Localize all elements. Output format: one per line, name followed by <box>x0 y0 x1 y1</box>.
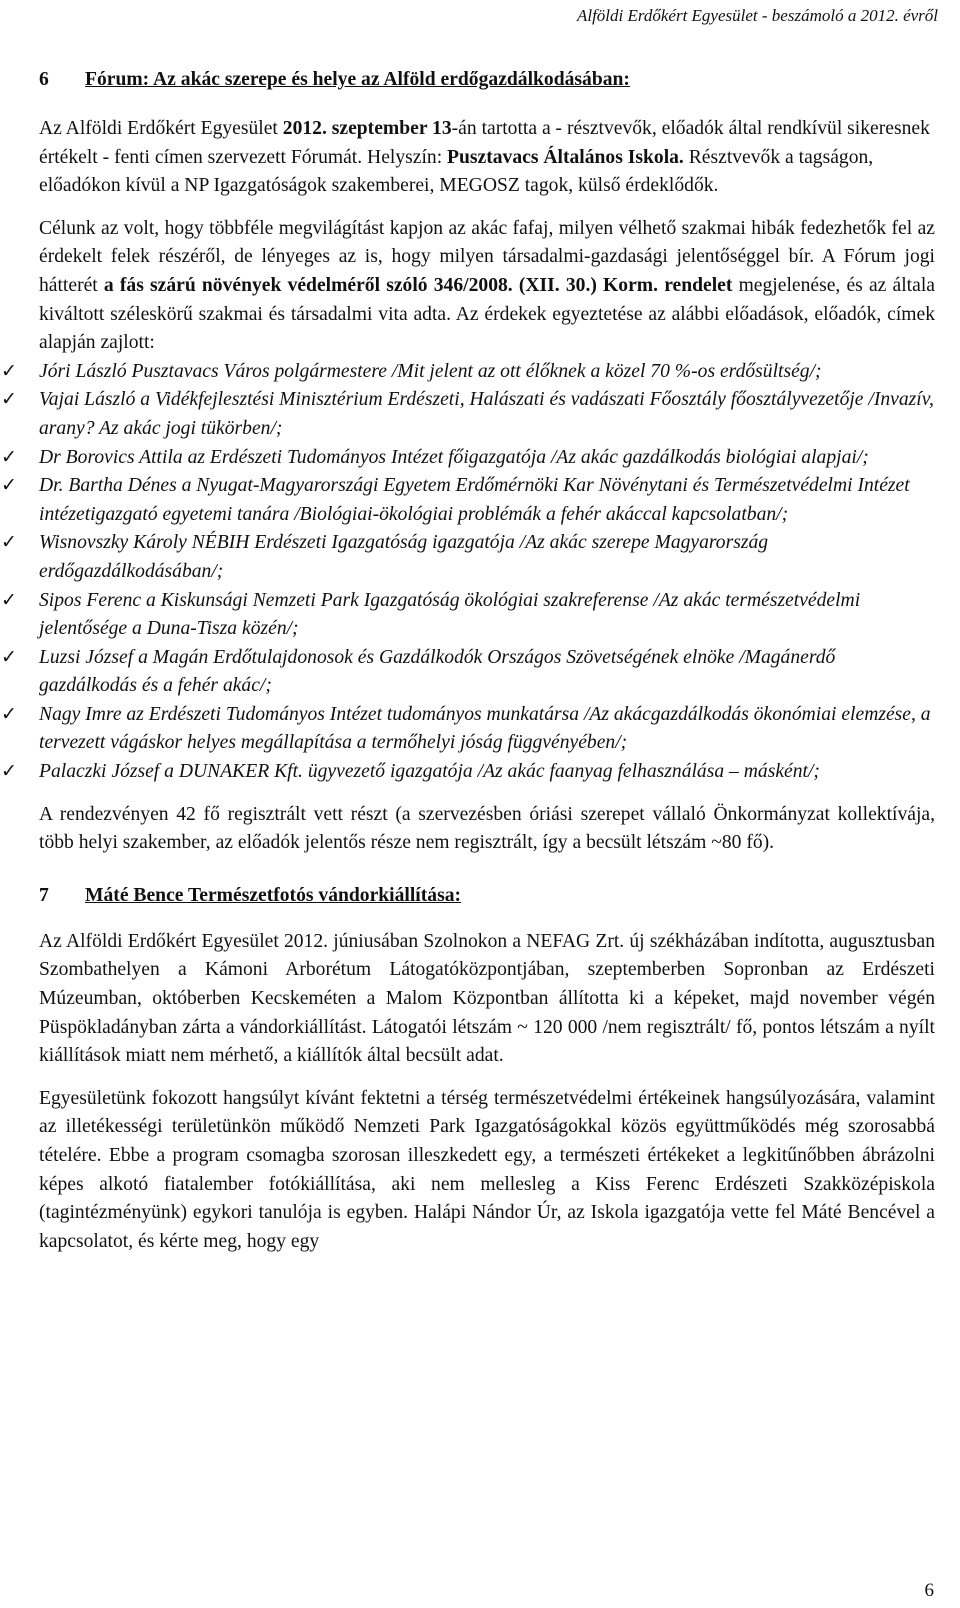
list-item: ✓ Jóri László Pusztavacs Város polgármestere /Mit jelent az ott élőknek a közel 70 %-os erdősültség/; <box>39 358 935 387</box>
document-body <box>1 66 935 1256</box>
list-item: ✓ Vajai László a Vidékfejlesztési Minisztérium Erdészeti, Halászati és vadászati Főosztály főosztályvezetője /Invazív, arany? Az akác jogi tükörben/; <box>39 386 935 443</box>
section-number: 6 <box>39 69 49 90</box>
list-item: ✓ Dr. Bartha Dénes a Nyugat-Magyarországi Egyetem Erdőmérnöki Kar Növénytani és Természetvédelmi Intézet intézetigazgató egyetemi tanára /Biológiai-ökológiai problémák a fehér akáccal kapcsolatban/; <box>39 472 935 529</box>
section-title: Máté Bence Természetfotós vándorkiállítása: <box>85 884 462 906</box>
checkmark-icon: ✓ <box>1 646 17 668</box>
checkmark-icon: ✓ <box>1 532 17 554</box>
checkmark-icon: ✓ <box>1 761 17 783</box>
section-6-intro-paragraph: Az Alföldi Erdőkért Egyesület 2012. szeptember 13-án tartotta a - résztvevők, előadók által rendkívül sikeresnek értékelt - fenti címen szervezett Fórumát. Helyszín: Pusztavacs Általános Iskola. Résztvevők a tagságon, előadókon kívül a NP Igazgatóságok szakemberei, MEGOSZ tagok, külső érdeklődők. <box>39 118 930 197</box>
checkmark-icon: ✓ <box>1 589 17 611</box>
section-6-heading <box>39 66 935 94</box>
section-7-heading <box>39 882 935 910</box>
checkmark-icon: ✓ <box>1 446 17 468</box>
list-item: ✓ Luzsi József a Magán Erdőtulajdonosok és Gazdálkodók Országos Szövetségének elnöke /Magánerdő gazdálkodás és a fehér akác/; <box>39 644 935 701</box>
section-7-exhibition-paragraph: Az Alföldi Erdőkért Egyesület 2012. júniusában Szolnokon a NEFAG Zrt. új székházában indította, augusztusban Szombathelyen a Kámoni Arborétum Látogatóközpontjában, szeptemberben Sopronban az Erdészeti Múzeumban, októberben Kecskeméten a Malom Központban állította ki a képeket, majd november végén Püspökladányban zárta a vándorkiállítást. Látogatói létszám ~ 120 000 /nem regisztrált/ fő, pontos létszám a nyílt kiállítások miatt nem mérhető, a kiállítók által becsült adat. <box>39 930 935 1067</box>
list-item: ✓ Nagy Imre az Erdészeti Tudományos Intézet tudományos munkatársa /Az akácgazdálkodás ökonómiai elemzése, a tervezett vágáskor helyes megállapítása a termőhelyi jóság függvényében/; <box>39 701 935 758</box>
section-6-goal-paragraph: Célunk az volt, hogy többféle megvilágítást kapjon az akác fafaj, milyen vélhető szakmai hibák fedezhetők fel az érdekelt felek részéről, de lényeges az is, hogy milyen társadalmi-gazdasági jelentőséggel bír. A Fórum jogi hátterét a fás szárú növények védelméről szóló 346/2008. (XII. 30.) Korm. rendelet megjelenése, és az általa kiváltott széleskörű szakmai és társadalmi vita adta. Az érdekek egyeztetése az alábbi előadások, előadók, címek alapján zajlott: <box>39 217 935 354</box>
section-6-summary-paragraph: A rendezvényen 42 fő regisztrált vett részt (a szervezésben óriási szerepet vállaló Önkormányzat kollektívája, több helyi szakember, az előadók jelentős része nem regisztrált, így a becsült létszám ~80 fő). <box>39 803 935 854</box>
checkmark-icon: ✓ <box>1 389 17 411</box>
checkmark-icon: ✓ <box>1 475 17 497</box>
page-number: 6 <box>924 1580 934 1601</box>
running-header: Alföldi Erdőkért Egyesület - beszámoló a 2012. évről <box>576 6 938 25</box>
checkmark-icon: ✓ <box>1 703 17 725</box>
list-item: ✓ Dr Borovics Attila az Erdészeti Tudományos Intézet főigazgatója /Az akác gazdálkodás biológiai alapjai/; <box>39 444 935 473</box>
list-item: ✓ Sipos Ferenc a Kiskunsági Nemzeti Park Igazgatóság ökológiai szakreferense /Az akác természetvédelmi jelentősége a Duna-Tisza közén/; <box>39 587 935 644</box>
list-item: ✓ Wisnovszky Károly NÉBIH Erdészeti Igazgatóság igazgatója /Az akác szerepe Magyarország erdőgazdálkodásában/; <box>39 529 935 586</box>
list-item: ✓ Palaczki József a DUNAKER Kft. ügyvezető igazgatója /Az akác faanyag felhasználása – másként/; <box>39 758 935 787</box>
section-7-association-paragraph: Egyesületünk fokozott hangsúlyt kívánt fektetni a térség természetvédelmi értékeinek hangsúlyozására, valamint az illetékességi területünkön működő Nemzeti Park Igazgatóságokkal közös együttműködés még szorosabbá tételére. Ebbe a program csomagba szorosan illeszkedett egy, a természeti értékeket a legkitűnőbben ábrázolni képes alkotó fiatalember fotókiállítása, aki nem mellesleg a Kiss Ferenc Erdészeti Szakközépiskola (tagintézményünk) egykori tanulója is egyben. Halápi Nándor Úr, az Iskola igazgatója vette fel Máté Bencével a kapcsolatot, és kérte meg, hogy egy <box>39 1087 935 1252</box>
speaker-list <box>1 358 935 787</box>
checkmark-icon: ✓ <box>1 360 17 382</box>
section-number: 7 <box>39 884 49 906</box>
section-title: Fórum: Az akác szerepe és helye az Alföld erdőgazdálkodásában: <box>85 69 630 90</box>
